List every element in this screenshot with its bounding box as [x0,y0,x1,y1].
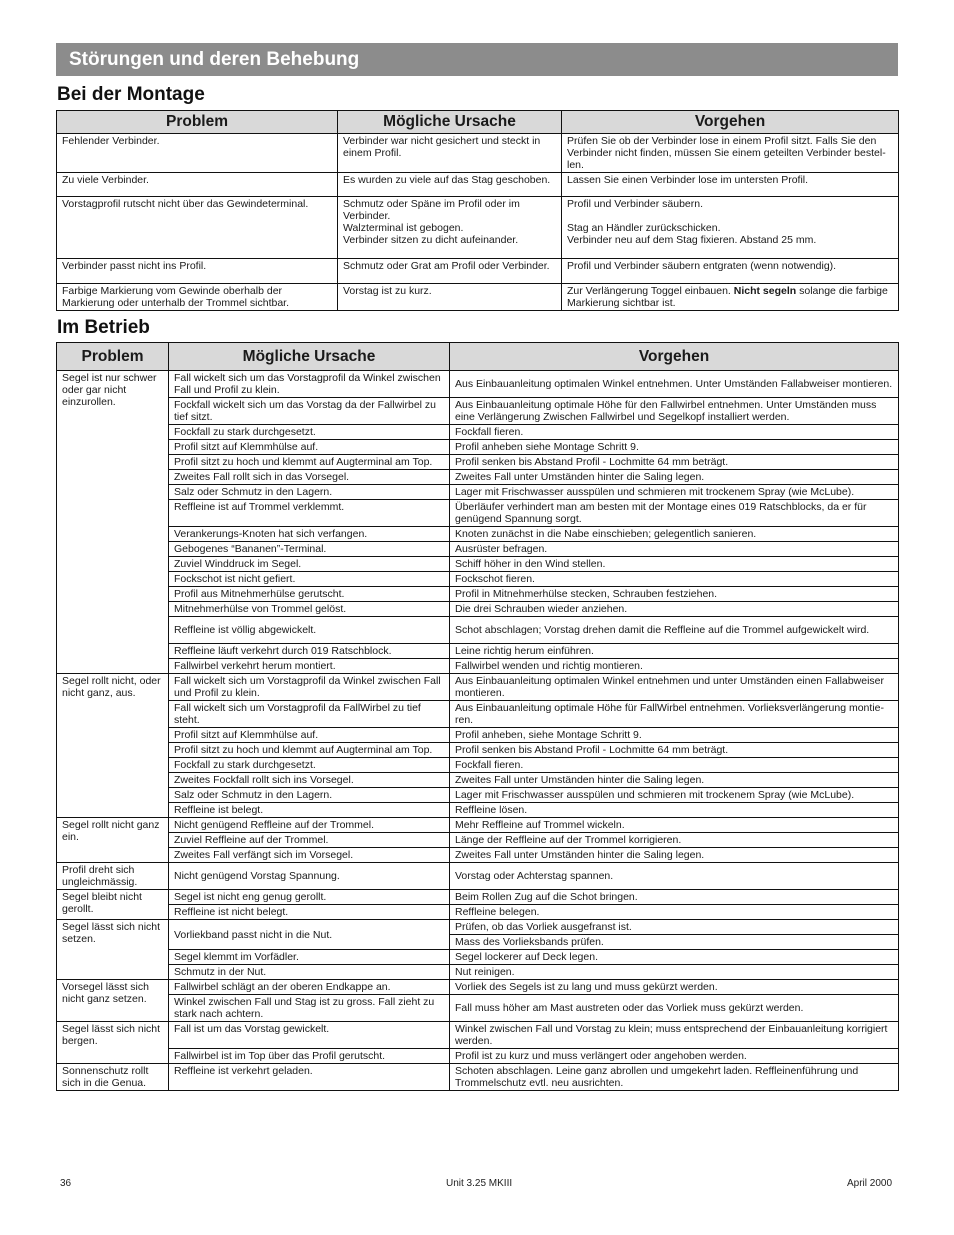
betrieb-cause: Schmutz in der Nut. [169,965,450,980]
betrieb-row [57,773,899,788]
betrieb-action: Aus Einbauanleitung optimalen Winkel entnehmen. Unter Umständen Fallabweiser montieren. [450,371,899,398]
betrieb-action: Ausrüster befragen. [450,542,899,557]
betrieb-action: Mass des Vorlieksbands prüfen. [450,935,899,950]
betrieb-row [57,743,899,758]
betrieb-action: Vorliek des Segels ist zu lang und muss gekürzt werden. [450,980,899,995]
betrieb-cause: Reffleine ist nicht belegt. [169,905,450,920]
betrieb-cause: Segel ist nicht eng genug gerollt. [169,890,450,905]
montage-cause: Schmutz oder Grat am Profil oder Verbinder. [338,259,562,284]
betrieb-row [57,425,899,440]
betrieb-row [57,644,899,659]
betrieb-action: Segel lockerer auf Deck legen. [450,950,899,965]
betrieb-row [57,965,899,980]
betrieb-cause: Fall wickelt sich um Vorstagprofil da FallWirbel zu tief steht. [169,701,450,728]
betrieb-action: Nut reinigen. [450,965,899,980]
betrieb-header-action: Vorgehen [450,343,899,371]
betrieb-action: Schoten abschlagen. Leine ganz abrollen und umgekehrt laden. Reffleinenführung und Trommelschutz evtl. neu ausrichten. [450,1064,899,1091]
betrieb-action: Vorstag oder Achterstag spannen. [450,863,899,890]
betrieb-action: Fockschot fieren. [450,572,899,587]
montage-row [57,259,899,284]
betrieb-cause: Fallwirbel ist im Top über das Profil gerutscht. [169,1049,450,1064]
betrieb-row [57,701,899,728]
betrieb-cause: Zweites Fockfall rollt sich ins Vorsegel. [169,773,450,788]
montage-problem: Zu viele Verbinder. [57,173,338,197]
betrieb-row [57,995,899,1022]
betrieb-action: Knoten zunächst in die Nabe einschieben; gelegentlich sanieren. [450,527,899,542]
montage-table [56,110,899,311]
betrieb-row [57,557,899,572]
betrieb-cause: Profil sitzt zu hoch und klemmt auf Augterminal am Top. [169,743,450,758]
montage-action: Lassen Sie einen Verbinder lose im untersten Profil. [562,173,899,197]
betrieb-cause: Fockfall zu stark durchgesetzt. [169,758,450,773]
betrieb-action: Profil in Mitnehmerhülse stecken, Schrauben festziehen. [450,587,899,602]
betrieb-action: Prüfen, ob das Vorliek ausgefranst ist. [450,920,899,935]
montage-action-emphasis: Nicht segeln [733,285,797,297]
betrieb-row [57,980,899,995]
betrieb-cause: Vorliekband passt nicht in die Nut. [169,920,450,950]
betrieb-cause: Profil sitzt auf Klemmhülse auf. [169,440,450,455]
montage-cause: Es wurden zu viele auf das Stag geschoben. [338,173,562,197]
betrieb-cause: Segel klemmt im Vorfädler. [169,950,450,965]
montage-action [562,284,899,311]
betrieb-action: Aus Einbauanleitung optimale Höhe für den Fallwirbel entnehmen. Unter Umständen muss eine Verlängerung Zwischen Fallwirbel und Segelkopf installiert werden. [450,398,899,425]
betrieb-cause: Zuviel Winddruck im Segel. [169,557,450,572]
betrieb-row [57,542,899,557]
betrieb-action: Winkel zwischen Fall und Vorstag zu klein; muss entsprechend der Einbauanleitung korrigiert werden. [450,1022,899,1049]
betrieb-action: Schiff höher in den Wind stellen. [450,557,899,572]
betrieb-problem: Profil dreht sich ungleichmässig. [57,863,169,890]
betrieb-cause: Reffleine ist belegt. [169,803,450,818]
betrieb-action: Zweites Fall unter Umständen hinter die Saling legen. [450,773,899,788]
footer-date: April 2000 [847,1178,893,1189]
betrieb-cause: Fockschot ist nicht gefiert. [169,572,450,587]
betrieb-row [57,818,899,833]
betrieb-problem: Segel ist nur schwer oder gar nicht einzurollen. [57,371,169,674]
betrieb-action: Fockfall fieren. [450,758,899,773]
montage-cause: Schmutz oder Späne im Profil oder im Verbinder. Walzterminal ist gebogen. Verbinder sitzen zu dicht aufeinander. [338,197,562,259]
betrieb-cause: Fall ist um das Vorstag gewickelt. [169,1022,450,1049]
betrieb-problem: Segel rollt nicht ganz ein. [57,818,169,863]
betrieb-cause: Verankerungs-Knoten hat sich verfangen. [169,527,450,542]
betrieb-action: Lager mit Frischwasser ausspülen und schmieren mit trockenem Spray (wie McLube). [450,485,899,500]
betrieb-action: Profil senken bis Abstand Profil - Lochmitte 64 mm beträgt. [450,743,899,758]
montage-cause: Vorstag ist zu kurz. [338,284,562,311]
betrieb-row [57,803,899,818]
montage-row [57,134,899,173]
montage-header-problem: Problem [57,111,338,134]
betrieb-row [57,455,899,470]
montage-header-row [57,111,899,134]
montage-action: Profil und Verbinder säubern entgraten (wenn notwendig). [562,259,899,284]
section-title-betrieb: Im Betrieb [57,317,150,338]
betrieb-action: Mehr Reffleine auf Trommel wickeln. [450,818,899,833]
betrieb-cause: Nicht genügend Reffleine auf der Trommel. [169,818,450,833]
montage-header-cause: Mögliche Ursache [338,111,562,134]
montage-action: Prüfen Sie ob der Verbinder lose in einem Profil sitzt. Falls Sie den Verbinder nicht finden, müssen Sie einem geteilten Verbinder bestel-len. [562,134,899,173]
betrieb-problem: Segel lässt sich nicht bergen. [57,1022,169,1064]
betrieb-row [57,1064,899,1091]
section-title-montage: Bei der Montage [57,84,205,105]
montage-problem: Fehlender Verbinder. [57,134,338,173]
betrieb-cause: Profil aus Mitnehmerhülse gerutscht. [169,587,450,602]
betrieb-row [57,587,899,602]
betrieb-row [57,617,899,644]
betrieb-row [57,890,899,905]
betrieb-cause: Mitnehmerhülse von Trommel gelöst. [169,602,450,617]
betrieb-row [57,833,899,848]
betrieb-cause: Reffleine ist auf Trommel verklemmt. [169,500,450,527]
betrieb-row [57,863,899,890]
betrieb-row [57,527,899,542]
betrieb-cause: Zuviel Reffleine auf der Trommel. [169,833,450,848]
betrieb-cause: Fall wickelt sich um das Vorstagprofil da Winkel zwischen Fall und Profil zu klein. [169,371,450,398]
montage-action-text: Zur Verlängerung Toggel einbauen. [567,285,734,297]
betrieb-action: Länge der Reffleine auf der Trommel korrigieren. [450,833,899,848]
betrieb-cause: Zweites Fall rollt sich in das Vorsegel. [169,470,450,485]
betrieb-action: Die drei Schrauben wieder anziehen. [450,602,899,617]
betrieb-problem: Segel bleibt nicht gerollt. [57,890,169,920]
betrieb-problem: Segel rollt nicht, oder nicht ganz, aus. [57,674,169,818]
betrieb-cause: Reffleine ist völlig abgewickelt. [169,617,450,644]
betrieb-row [57,659,899,674]
betrieb-action: Fallwirbel wenden und richtig montieren. [450,659,899,674]
montage-problem: Farbige Markierung vom Gewinde oberhalb der Markierung oder unterhalb der Trommel sichtbar. [57,284,338,311]
montage-action: Profil und Verbinder säubern. Stag an Händler zurückschicken. Verbinder neu auf dem Stag fixieren. Abstand 25 mm. [562,197,899,259]
betrieb-row [57,728,899,743]
betrieb-action: Zweites Fall unter Umständen hinter die Saling legen. [450,470,899,485]
betrieb-row [57,440,899,455]
betrieb-row [57,500,899,527]
betrieb-row [57,1022,899,1049]
betrieb-action: Aus Einbauanleitung optimalen Winkel entnehmen und unter Umständen einen Fallabweiser montieren. [450,674,899,701]
betrieb-cause: Fockfall zu stark durchgesetzt. [169,425,450,440]
betrieb-cause: Fall wickelt sich um Vorstagprofil da Winkel zwischen Fall und Profil zu klein. [169,674,450,701]
montage-row [57,173,899,197]
betrieb-cause: Reffleine ist verkehrt geladen. [169,1064,450,1091]
betrieb-action: Aus Einbauanleitung optimale Höhe für FallWirbel entnehmen. Vorlieksverlängerung montie-ren. [450,701,899,728]
page-number: 36 [60,1178,72,1189]
betrieb-row [57,371,899,398]
betrieb-header-problem: Problem [57,343,169,371]
betrieb-action: Fall muss höher am Mast austreten oder das Vorliek muss gekürzt werden. [450,995,899,1022]
betrieb-action: Reffleine belegen. [450,905,899,920]
betrieb-cause: Salz oder Schmutz in den Lagern. [169,485,450,500]
betrieb-cause: Profil sitzt zu hoch und klemmt auf Augterminal am Top. [169,455,450,470]
betrieb-cause: Salz oder Schmutz in den Lagern. [169,788,450,803]
betrieb-row [57,920,899,935]
betrieb-row [57,788,899,803]
betrieb-row [57,485,899,500]
betrieb-cause: Fallwirbel schlägt an der oberen Endkappe an. [169,980,450,995]
betrieb-action: Beim Rollen Zug auf die Schot bringen. [450,890,899,905]
montage-row [57,284,899,311]
betrieb-action: Profil anheben siehe Montage Schritt 9. [450,440,899,455]
betrieb-problem: Sonnenschutz rollt sich in die Genua. [57,1064,169,1091]
betrieb-action: Reffleine lösen. [450,803,899,818]
betrieb-problem: Vorsegel lässt sich nicht ganz setzen. [57,980,169,1022]
betrieb-problem: Segel lässt sich nicht setzen. [57,920,169,980]
betrieb-cause: Reffleine läuft verkehrt durch 019 Ratschblock. [169,644,450,659]
montage-cause: Verbinder war nicht gesichert und steckt in einem Profil. [338,134,562,173]
betrieb-row [57,470,899,485]
betrieb-cause: Gebogenes “Bananen”-Terminal. [169,542,450,557]
betrieb-action: Profil senken bis Abstand Profil - Lochmitte 64 mm beträgt. [450,455,899,470]
betrieb-table [56,342,899,1091]
betrieb-action: Lager mit Frischwasser ausspülen und schmieren mit trockenem Spray (wie McLube). [450,788,899,803]
montage-problem: Verbinder passt nicht ins Profil. [57,259,338,284]
betrieb-row [57,674,899,701]
footer-model: Unit 3.25 MKIII [446,1178,513,1189]
betrieb-cause: Winkel zwischen Fall und Stag ist zu gross. Fall zieht zu stark nach achtern. [169,995,450,1022]
montage-row [57,197,899,259]
betrieb-row [57,950,899,965]
betrieb-cause: Fockfall wickelt sich um das Vorstag da der Fallwirbel zu tief sitzt. [169,398,450,425]
betrieb-action: Schot abschlagen; Vorstag drehen damit die Reffleine auf die Trommel aufgewickelt wird. [450,617,899,644]
betrieb-cause: Profil sitzt auf Klemmhülse auf. [169,728,450,743]
betrieb-row [57,398,899,425]
betrieb-action: Leine richtig herum einführen. [450,644,899,659]
betrieb-action: Überläufer verhindert man am besten mit der Montage eines 019 Ratschblocks, da er für genügend Spannung sorgt. [450,500,899,527]
montage-problem: Vorstagprofil rutscht nicht über das Gewindeterminal. [57,197,338,259]
betrieb-cause: Zweites Fall verfängt sich im Vorsegel. [169,848,450,863]
betrieb-row [57,572,899,587]
betrieb-row [57,602,899,617]
betrieb-row [57,758,899,773]
betrieb-row [57,905,899,920]
betrieb-cause: Nicht genügend Vorstag Spannung. [169,863,450,890]
betrieb-header-cause: Mögliche Ursache [169,343,450,371]
betrieb-row [57,848,899,863]
betrieb-action: Zweites Fall unter Umständen hinter die Saling legen. [450,848,899,863]
page-banner: Störungen und deren Behebung [56,43,898,76]
betrieb-action: Profil anheben, siehe Montage Schritt 9. [450,728,899,743]
betrieb-action: Profil ist zu kurz und muss verlängert oder angehoben werden. [450,1049,899,1064]
betrieb-header-row [57,343,899,371]
betrieb-row [57,1049,899,1064]
montage-header-action: Vorgehen [562,111,899,134]
montage-action-text: solange die farbige Markierung sichtbar ist. [567,285,888,309]
betrieb-action: Fockfall fieren. [450,425,899,440]
betrieb-cause: Fallwirbel verkehrt herum montiert. [169,659,450,674]
